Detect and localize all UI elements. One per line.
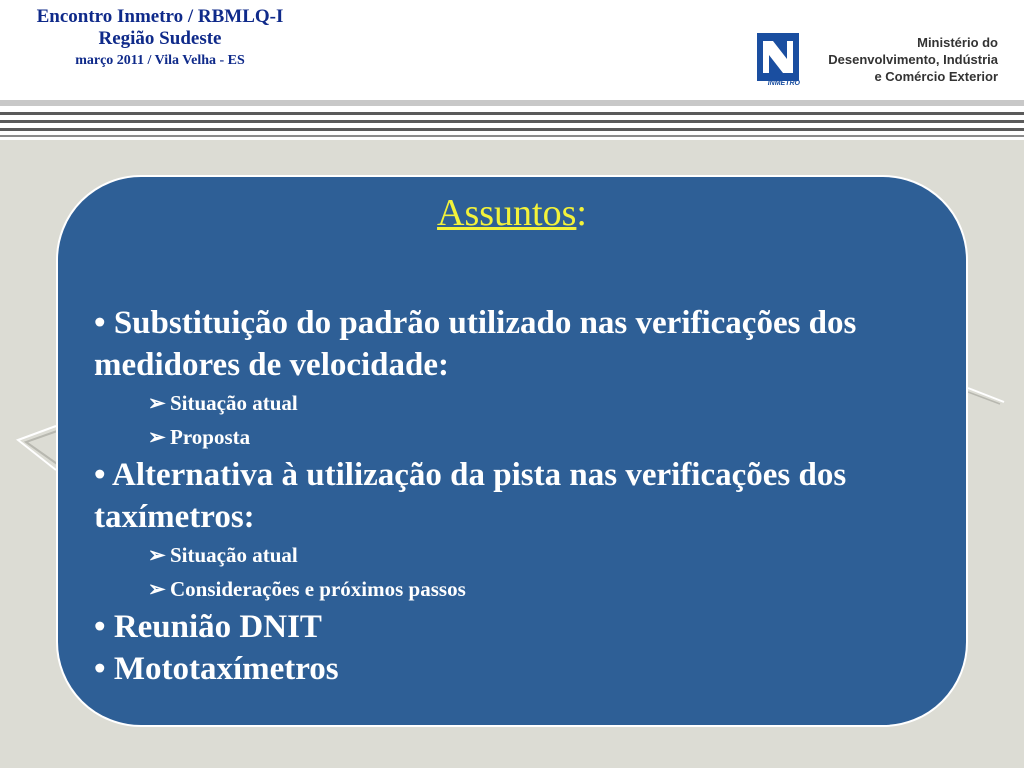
subtopic-item [94,572,954,606]
bullet-icon: • [94,651,106,687]
topic-item [94,606,954,648]
topic-text: Alternativa à utilização da pista nas verificações dos taxímetros: [94,457,847,535]
header-stripes [0,100,1024,140]
topic-text: Reunião DNIT [113,609,322,645]
arrow-bullet-icon: ➢ [148,577,166,601]
topic-item [94,454,954,538]
bullet-icon: • [94,305,106,341]
topic-item [94,302,954,386]
subtopic-item [94,420,954,454]
subtopic-item [94,538,954,572]
subtopic-text: Situação atual [170,543,298,567]
subtopic-text: Situação atual [170,391,298,415]
stripe [0,100,1024,106]
stripe [0,112,1024,115]
arrow-bullet-icon: ➢ [148,425,166,449]
header [0,0,1024,100]
topic-item [94,648,954,690]
topics-list [94,302,954,690]
ministry-line: Ministério do [917,35,998,50]
subtopic-item [94,386,954,420]
ministry-name [738,34,998,85]
title-colon: : [576,192,587,234]
subtopic-text: Considerações e próximos passos [170,577,466,601]
bullet-icon: • [94,609,106,645]
event-info [0,6,320,72]
ministry-line: Desenvolvimento, Indústria [828,52,998,67]
stripe [0,135,1024,137]
topic-text: Substituição do padrão utilizado nas verificações dos medidores de velocidade: [94,305,857,383]
title-word: Assuntos [437,192,577,234]
subtopic-text: Proposta [170,425,251,449]
event-region: Região Sudeste [98,28,222,49]
stripe [0,128,1024,131]
stripe [0,120,1024,123]
event-title: Encontro Inmetro / RBMLQ-I [36,6,284,27]
arrow-bullet-icon: ➢ [148,543,166,567]
slide-title [0,190,1024,236]
ministry-line: e Comércio Exterior [874,69,998,84]
event-date-location: março 2011 / Vila Velha - ES [75,53,245,68]
inmetro-logo-label: INMETRO [767,80,800,87]
arrow-bullet-icon: ➢ [148,391,166,415]
topic-text: Mototaxímetros [113,651,339,687]
bullet-icon: • [94,457,106,493]
